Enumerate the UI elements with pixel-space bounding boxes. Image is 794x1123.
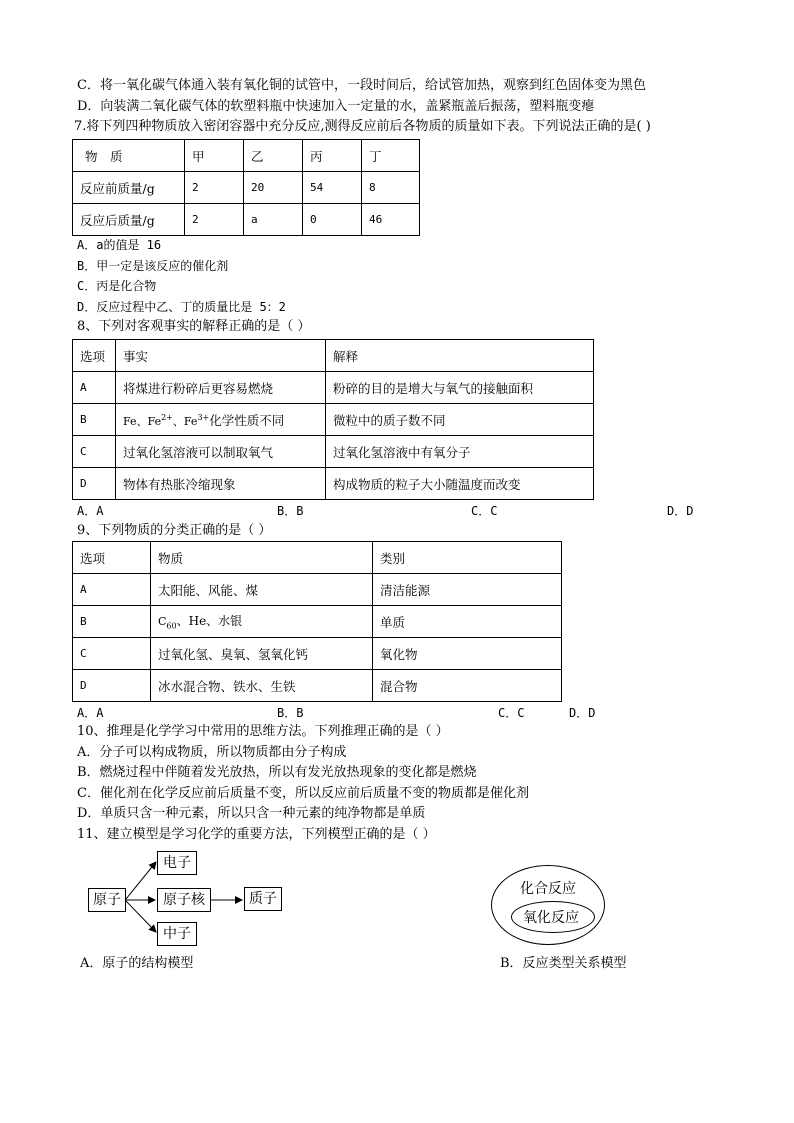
q8-answer-a: A．A — [77, 504, 104, 518]
table-cell: 反应前质量/g — [73, 172, 185, 204]
table-cell: 2 — [185, 172, 244, 204]
table-cell: 微粒中的质子数不同 — [326, 404, 594, 436]
q8-answer-d: D．D — [667, 504, 694, 518]
table-cell-substances: $C_{60}$、He、水银 — [151, 606, 373, 638]
model-b-caption: B．反应类型关系模型 — [500, 956, 627, 971]
table-cell: 太阳能、风能、煤 — [151, 574, 373, 606]
table-header-cell: 选项 — [73, 542, 151, 574]
table-header-cell: 丁 — [362, 140, 420, 172]
neutron-box: 中子 — [157, 922, 197, 946]
option-c-prev: C．将一氧化碳气体通入装有氧化铜的试管中，一段时间后，给试管加热，观察到红色固体变为黑色 — [77, 78, 646, 93]
q9-answer-a: A．A — [77, 706, 104, 720]
table-cell: a — [244, 204, 303, 236]
electron-box: 电子 — [157, 851, 197, 875]
q7-stem: 7.将下列四种物质放入密闭容器中充分反应,测得反应前后各物质的质量如下表。下列说法正确的是( ) — [74, 119, 651, 134]
table-cell: 构成物质的粒子大小随温度而改变 — [326, 468, 594, 500]
q8-answer-b: B．B — [277, 504, 304, 518]
table-cell: C — [73, 638, 151, 670]
option-d-prev: D．向装满二氧化碳气体的软塑料瓶中快速加入一定量的水，盖紧瓶盖后振荡，塑料瓶变瘪 — [77, 99, 595, 114]
q9-stem: 9、下列物质的分类正确的是（ ） — [77, 523, 272, 538]
table-cell: B — [73, 404, 116, 436]
q11-stem: 11、建立模型是学习化学的重要方法，下列模型正确的是（ ） — [77, 827, 436, 842]
table-cell: 2 — [185, 204, 244, 236]
table-header-cell: 丙 — [303, 140, 362, 172]
table-cell: 冰水混合物、铁水、生铁 — [151, 670, 373, 702]
table-header-cell: 乙 — [244, 140, 303, 172]
q10-option-a: A．分子可以构成物质，所以物质都由分子构成 — [77, 745, 347, 760]
table-cell: 反应后质量/g — [73, 204, 185, 236]
q7-option-b: B．甲一定是该反应的催化剂 — [77, 259, 229, 273]
table-header-cell: 物 质 — [73, 140, 185, 172]
q10-stem: 10、推理是化学学习中常用的思维方法。下列推理正确的是（ ） — [77, 724, 449, 739]
proton-box: 质子 — [244, 887, 282, 911]
atom-box: 原子 — [88, 888, 126, 912]
q10-option-c: C．催化剂在化学反应前后质量不变，所以反应前后质量不变的物质都是催化剂 — [77, 786, 529, 801]
table-cell: 清洁能源 — [373, 574, 562, 606]
q7-option-d: D．反应过程中乙、丁的质量比是 5：2 — [77, 300, 286, 314]
q9-answer-b: B．B — [277, 706, 304, 720]
table-cell: 粉碎的目的是增大与氧气的接触面积 — [326, 372, 594, 404]
table-header-cell: 事实 — [116, 340, 326, 372]
q7-option-a: A．a的值是 16 — [77, 238, 162, 252]
table-cell: C — [73, 436, 116, 468]
table-cell: A — [73, 372, 116, 404]
table-header-cell: 甲 — [185, 140, 244, 172]
table-cell: 过氧化氢溶液中有氧分子 — [326, 436, 594, 468]
table-cell: 过氧化氢、臭氧、氢氧化钙 — [151, 638, 373, 670]
table-cell: D — [73, 468, 116, 500]
table-cell: D — [73, 670, 151, 702]
nucleus-box: 原子核 — [157, 888, 211, 912]
table-cell: 氧化物 — [373, 638, 562, 670]
table-header-cell: 解释 — [326, 340, 594, 372]
table-header-cell: 类别 — [373, 542, 562, 574]
table-cell-ions: Fe、$Fe^{2+}$、$Fe^{3+}$化学性质不同 — [116, 404, 326, 436]
table-cell: 46 — [362, 204, 420, 236]
table-cell: 8 — [362, 172, 420, 204]
table-cell: 物体有热胀冷缩现象 — [116, 468, 326, 500]
oxidation-reaction-label: 氧化反应 — [523, 910, 579, 926]
table-cell: 过氧化氢溶液可以制取氧气 — [116, 436, 326, 468]
arrow-to-electron — [126, 862, 156, 899]
q9-answer-c: C．C — [498, 706, 525, 720]
table-cell: 20 — [244, 172, 303, 204]
table-cell: 将煤进行粉碎后更容易燃烧 — [116, 372, 326, 404]
table-cell: 54 — [303, 172, 362, 204]
table-cell: 混合物 — [373, 670, 562, 702]
q10-option-d: D．单质只含一种元素，所以只含一种元素的纯净物都是单质 — [77, 806, 426, 821]
arrow-to-neutron — [126, 901, 156, 932]
q8-stem: 8、下列对客观事实的解释正确的是（ ） — [77, 319, 311, 334]
model-a-caption: A．原子的结构模型 — [80, 956, 194, 971]
table-cell: 0 — [303, 204, 362, 236]
table-cell: B — [73, 606, 151, 638]
table-cell: A — [73, 574, 151, 606]
q8-answer-c: C．C — [471, 504, 498, 518]
table-header-cell: 物质 — [151, 542, 373, 574]
q9-answer-d: D．D — [569, 706, 596, 720]
table-cell: 单质 — [373, 606, 562, 638]
combination-reaction-label: 化合反应 — [520, 881, 576, 897]
q7-option-c: C．丙是化合物 — [77, 279, 157, 293]
q10-option-b: B．燃烧过程中伴随着发光放热，所以有发光放热现象的变化都是燃烧 — [77, 765, 477, 780]
table-header-cell: 选项 — [73, 340, 116, 372]
